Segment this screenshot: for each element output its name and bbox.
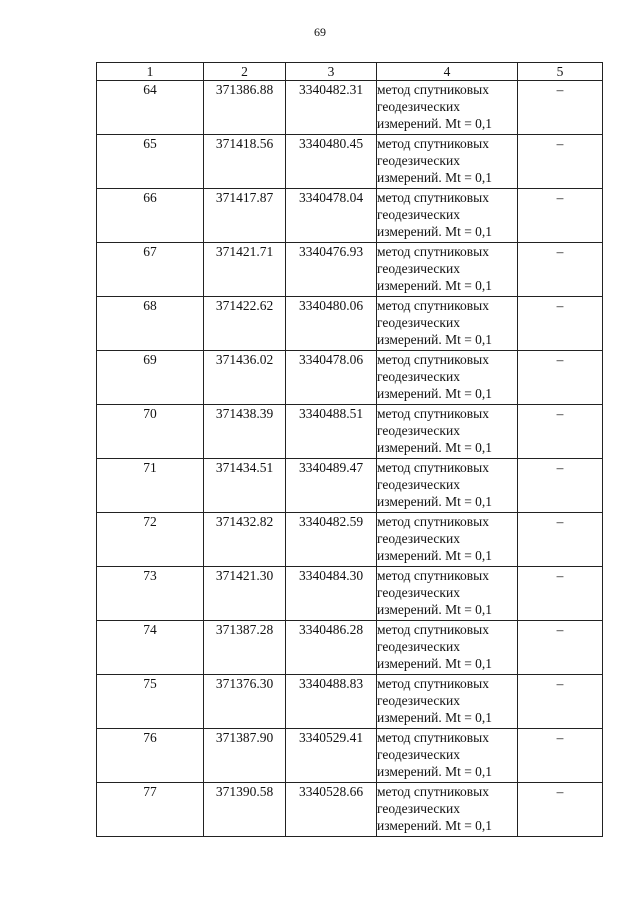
header-col-1: 1 — [97, 63, 204, 81]
y-coordinate-cell: 3340478.06 — [286, 351, 377, 405]
page-number: 69 — [314, 25, 326, 39]
table-row — [97, 621, 603, 675]
point-number-cell: 64 — [97, 81, 204, 135]
y-coordinate-cell: 3340529.41 — [286, 729, 377, 783]
note-cell: – — [518, 81, 603, 135]
table-body — [97, 81, 603, 837]
method-cell: метод спутниковых геодезических измерений. Mt = 0,1 — [377, 189, 518, 243]
table-row — [97, 405, 603, 459]
x-coordinate-cell: 371422.62 — [204, 297, 286, 351]
x-coordinate-cell: 371418.56 — [204, 135, 286, 189]
y-coordinate-cell: 3340476.93 — [286, 243, 377, 297]
table-header — [97, 63, 603, 81]
method-cell: метод спутниковых геодезических измерений. Mt = 0,1 — [377, 783, 518, 837]
method-cell: метод спутниковых геодезических измерений. Mt = 0,1 — [377, 81, 518, 135]
note-cell: – — [518, 135, 603, 189]
method-cell: метод спутниковых геодезических измерений. Mt = 0,1 — [377, 297, 518, 351]
note-cell: – — [518, 459, 603, 513]
point-number-cell: 76 — [97, 729, 204, 783]
header-col-3: 3 — [286, 63, 377, 81]
method-cell: метод спутниковых геодезических измерений. Mt = 0,1 — [377, 459, 518, 513]
method-cell: метод спутниковых геодезических измерений. Mt = 0,1 — [377, 729, 518, 783]
method-cell: метод спутниковых геодезических измерений. Mt = 0,1 — [377, 567, 518, 621]
point-number-cell: 73 — [97, 567, 204, 621]
x-coordinate-cell: 371417.87 — [204, 189, 286, 243]
header-row — [97, 63, 603, 81]
method-cell: метод спутниковых геодезических измерений. Mt = 0,1 — [377, 243, 518, 297]
table-row — [97, 189, 603, 243]
x-coordinate-cell: 371421.30 — [204, 567, 286, 621]
note-cell: – — [518, 513, 603, 567]
table-row — [97, 297, 603, 351]
note-cell: – — [518, 405, 603, 459]
y-coordinate-cell: 3340484.30 — [286, 567, 377, 621]
x-coordinate-cell: 371432.82 — [204, 513, 286, 567]
x-coordinate-cell: 371386.88 — [204, 81, 286, 135]
method-cell: метод спутниковых геодезических измерений. Mt = 0,1 — [377, 405, 518, 459]
point-number-cell: 69 — [97, 351, 204, 405]
x-coordinate-cell: 371438.39 — [204, 405, 286, 459]
point-number-cell: 67 — [97, 243, 204, 297]
point-number-cell: 74 — [97, 621, 204, 675]
note-cell: – — [518, 783, 603, 837]
point-number-cell: 68 — [97, 297, 204, 351]
y-coordinate-cell: 3340482.59 — [286, 513, 377, 567]
x-coordinate-cell: 371387.90 — [204, 729, 286, 783]
x-coordinate-cell: 371434.51 — [204, 459, 286, 513]
x-coordinate-cell: 371436.02 — [204, 351, 286, 405]
y-coordinate-cell: 3340480.06 — [286, 297, 377, 351]
point-number-cell: 71 — [97, 459, 204, 513]
y-coordinate-cell: 3340528.66 — [286, 783, 377, 837]
method-cell: метод спутниковых геодезических измерений. Mt = 0,1 — [377, 675, 518, 729]
table-row — [97, 567, 603, 621]
y-coordinate-cell: 3340488.83 — [286, 675, 377, 729]
table-row — [97, 243, 603, 297]
y-coordinate-cell: 3340480.45 — [286, 135, 377, 189]
note-cell: – — [518, 567, 603, 621]
note-cell: – — [518, 351, 603, 405]
header-col-5: 5 — [518, 63, 603, 81]
note-cell: – — [518, 729, 603, 783]
method-cell: метод спутниковых геодезических измерений. Mt = 0,1 — [377, 135, 518, 189]
y-coordinate-cell: 3340488.51 — [286, 405, 377, 459]
header-col-2: 2 — [204, 63, 286, 81]
y-coordinate-cell: 3340486.28 — [286, 621, 377, 675]
method-cell: метод спутниковых геодезических измерений. Mt = 0,1 — [377, 621, 518, 675]
table-row — [97, 135, 603, 189]
x-coordinate-cell: 371421.71 — [204, 243, 286, 297]
y-coordinate-cell: 3340489.47 — [286, 459, 377, 513]
header-col-4: 4 — [377, 63, 518, 81]
point-number-cell: 70 — [97, 405, 204, 459]
note-cell: – — [518, 297, 603, 351]
x-coordinate-cell: 371390.58 — [204, 783, 286, 837]
method-cell: метод спутниковых геодезических измерений. Mt = 0,1 — [377, 351, 518, 405]
y-coordinate-cell: 3340478.04 — [286, 189, 377, 243]
table-row — [97, 459, 603, 513]
table-row — [97, 351, 603, 405]
table-row — [97, 675, 603, 729]
table-row — [97, 729, 603, 783]
point-number-cell: 65 — [97, 135, 204, 189]
note-cell: – — [518, 189, 603, 243]
point-number-cell: 72 — [97, 513, 204, 567]
note-cell: – — [518, 675, 603, 729]
table-row — [97, 81, 603, 135]
y-coordinate-cell: 3340482.31 — [286, 81, 377, 135]
coordinates-table — [96, 62, 603, 837]
point-number-cell: 75 — [97, 675, 204, 729]
point-number-cell: 66 — [97, 189, 204, 243]
x-coordinate-cell: 371376.30 — [204, 675, 286, 729]
table-row — [97, 783, 603, 837]
method-cell: метод спутниковых геодезических измерений. Mt = 0,1 — [377, 513, 518, 567]
note-cell: – — [518, 243, 603, 297]
x-coordinate-cell: 371387.28 — [204, 621, 286, 675]
point-number-cell: 77 — [97, 783, 204, 837]
note-cell: – — [518, 621, 603, 675]
table-row — [97, 513, 603, 567]
